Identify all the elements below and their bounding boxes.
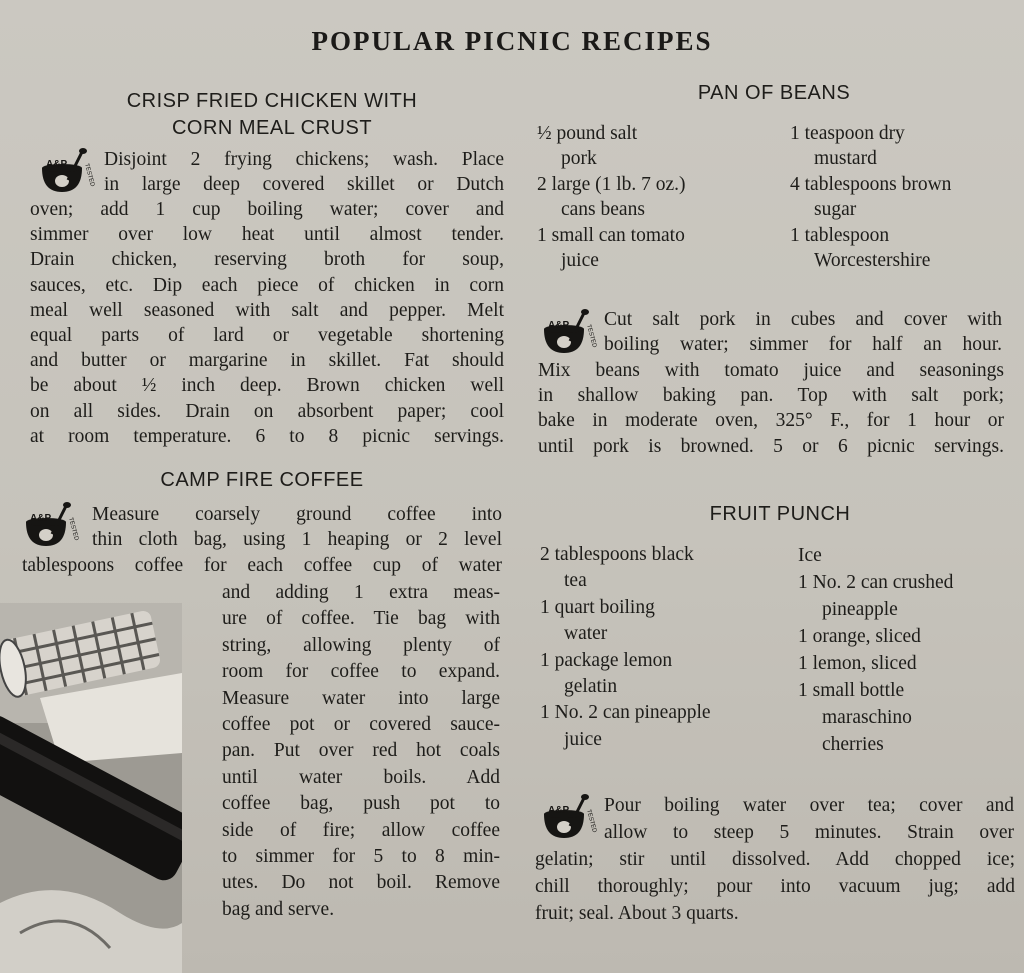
coffee-recipe-title: CAMP FIRE COFFEE xyxy=(160,469,364,491)
ingredient-item xyxy=(798,569,1022,623)
beans-ingredients-left xyxy=(537,121,777,273)
ingredient-text: cherries xyxy=(822,734,884,755)
text-line: utes. Do not boil. Remove xyxy=(222,872,500,894)
ap-tested-seal-icon xyxy=(38,146,96,196)
coffee-instructions-b xyxy=(22,553,502,578)
ingredient-text: 1 quart boiling xyxy=(540,596,655,618)
beans-recipe-title: PAN OF BEANS xyxy=(697,82,851,104)
svg-text:TESTED: TESTED xyxy=(83,162,95,188)
text-line: coffee pot or covered sauce- xyxy=(222,714,500,736)
ingredient-text: juice xyxy=(564,728,602,750)
ingredient-text: 2 large (1 lb. 7 oz.) xyxy=(537,174,686,195)
ingredient-text: 1 No. 2 can crushed xyxy=(798,572,954,593)
text-line: and adding 1 extra meas- xyxy=(222,582,500,603)
ap-tested-seal-icon xyxy=(540,307,598,357)
text-line: equal parts of lard or vegetable shortening xyxy=(30,325,504,347)
ingredient-text: pork xyxy=(561,148,597,169)
text-line: tablespoons coffee for each coffee cup of water xyxy=(22,555,502,576)
text-line: boiling water; simmer for half an hour. xyxy=(604,334,1002,356)
coffee-instructions-c xyxy=(222,580,500,923)
ingredient-text: 4 tablespoons brown xyxy=(790,174,952,195)
text-line: until pork is browned. 5 or 6 picnic servings. xyxy=(538,435,1004,457)
ingredient-text: tea xyxy=(564,570,587,592)
text-line: Mix beans with tomato juice and seasonings xyxy=(538,360,1004,381)
text-line: oven; add 1 cup boiling water; cover and xyxy=(30,199,504,220)
text-line: Pour boiling water over tea; cover and xyxy=(604,795,1014,816)
punch-recipe-title: FRUIT PUNCH xyxy=(709,503,851,525)
ingredient-text: 1 No. 2 can pineapple xyxy=(540,702,711,724)
text-line: bake in moderate oven, 325° F., for 1 hour or xyxy=(538,410,1004,432)
svg-text:TESTED: TESTED xyxy=(67,516,79,542)
chicken-title-line-1: CRISP FRIED CHICKEN WITH xyxy=(126,90,418,112)
text-line: Cut salt pork in cubes and cover with xyxy=(604,309,1002,330)
text-line: until water boils. Add xyxy=(222,766,500,788)
text-line: Measure coarsely ground coffee into xyxy=(92,504,502,525)
text-line: thin cloth bag, using 1 heaping or 2 level xyxy=(92,529,502,551)
ingredient-text: 2 tablespoons black xyxy=(540,544,694,565)
text-line: sauces, etc. Dip each piece of chicken in corn xyxy=(30,274,504,296)
ingredient-item xyxy=(537,223,777,273)
ingredient-text: 1 small bottle xyxy=(798,680,905,701)
beans-ingredients-right xyxy=(790,121,1020,273)
ingredient-text: pineapple xyxy=(822,599,898,620)
chicken-title-line-2: CORN MEAL CRUST xyxy=(171,117,373,139)
ingredient-item xyxy=(540,542,790,595)
ingredient-item xyxy=(790,121,1020,171)
ingredient-text: Worcestershire xyxy=(814,250,931,271)
ingredient-text: mustard xyxy=(814,148,877,169)
svg-text:TESTED: TESTED xyxy=(585,808,597,834)
chicken-instructions-a xyxy=(104,147,504,197)
text-line: simmer over low heat until almost tender. xyxy=(30,224,504,246)
text-line: Measure water into large xyxy=(222,687,500,709)
picnic-thermos-photo xyxy=(0,603,182,973)
coffee-instructions-a xyxy=(92,502,502,552)
text-line: to simmer for 5 to 8 min- xyxy=(222,846,500,868)
text-line: and butter or margarine in skillet. Fat should xyxy=(30,350,504,372)
ingredient-item xyxy=(540,700,790,753)
text-line: allow to steep 5 minutes. Strain over xyxy=(604,822,1014,843)
ingredient-text: 1 tablespoon xyxy=(790,225,890,246)
chicken-instructions-b xyxy=(30,197,504,449)
svg-text:A&P: A&P xyxy=(548,320,570,331)
ingredient-text: 1 orange, sliced xyxy=(798,626,921,647)
text-line: bag and serve. xyxy=(222,898,335,920)
text-line: pan. Put over red hot coals xyxy=(222,740,500,762)
text-line: ure of coffee. Tie bag with xyxy=(222,608,500,630)
ingredient-item xyxy=(537,172,777,222)
text-line: in shallow baking pan. Top with salt pork; xyxy=(538,385,1004,407)
ingredient-item xyxy=(798,623,1022,650)
text-line: side of fire; allow coffee xyxy=(222,819,500,841)
text-line: room for coffee to expand. xyxy=(222,661,500,683)
svg-text:A&P: A&P xyxy=(46,159,68,170)
punch-instructions-b xyxy=(535,846,1015,927)
punch-instructions-a xyxy=(604,792,1014,846)
ingredient-item xyxy=(798,677,1022,758)
ingredient-text: juice xyxy=(561,250,599,271)
ingredient-item xyxy=(540,595,790,648)
text-line: on all sides. Drain on absorbent paper; cool xyxy=(30,400,504,422)
text-line: Drain chicken, reserving broth for soup, xyxy=(30,249,504,271)
beans-instructions-b xyxy=(538,358,1004,459)
text-line: fruit; seal. About 3 quarts. xyxy=(535,903,739,924)
ingredient-text: gelatin xyxy=(564,676,618,698)
text-line: be about ½ inch deep. Brown chicken well xyxy=(30,375,504,397)
text-line: meal well seasoned with salt and pepper. Melt xyxy=(30,299,504,321)
punch-ingredients-left xyxy=(540,542,790,753)
ingredient-text: 1 teaspoon dry xyxy=(790,123,905,144)
text-line: Disjoint 2 frying chickens; wash. Place xyxy=(104,149,504,170)
text-line: in large deep covered skillet or Dutch xyxy=(104,174,504,196)
ingredient-text: maraschino xyxy=(822,707,912,728)
svg-text:TESTED: TESTED xyxy=(585,323,597,349)
beans-instructions-a xyxy=(604,307,1002,357)
page-title: POPULAR PICNIC RECIPES xyxy=(311,26,713,56)
ingredient-text: Ice xyxy=(798,545,822,566)
svg-text:A&P: A&P xyxy=(548,805,570,816)
ingredient-text: 1 lemon, sliced xyxy=(798,653,917,674)
text-line: at room temperature. 6 to 8 picnic servings. xyxy=(30,425,504,447)
chicken-recipe-title xyxy=(60,88,484,142)
ingredient-item xyxy=(790,172,1020,222)
ingredient-item xyxy=(790,223,1020,273)
text-line: chill thoroughly; pour into vacuum jug; add xyxy=(535,876,1015,897)
ingredient-text: 1 small can tomato xyxy=(537,225,685,246)
ingredient-item xyxy=(537,121,777,171)
ingredient-item xyxy=(798,650,1022,677)
ingredient-item xyxy=(798,542,1022,569)
text-line: coffee bag, push pot to xyxy=(222,793,500,815)
ingredient-text: ½ pound salt xyxy=(537,123,638,144)
text-line: gelatin; stir until dissolved. Add chopped ice; xyxy=(535,849,1015,870)
ingredient-text: 1 package lemon xyxy=(540,649,673,671)
text-line: string, allowing plenty of xyxy=(222,634,500,656)
ingredient-text: cans beans xyxy=(561,199,645,220)
ingredient-text: sugar xyxy=(814,199,857,220)
ingredient-text: water xyxy=(564,623,608,645)
punch-ingredients-right xyxy=(798,542,1022,758)
svg-text:A&P: A&P xyxy=(30,513,52,524)
ap-tested-seal-icon xyxy=(22,500,80,550)
ap-tested-seal-icon xyxy=(540,792,598,842)
ingredient-item xyxy=(540,648,790,701)
